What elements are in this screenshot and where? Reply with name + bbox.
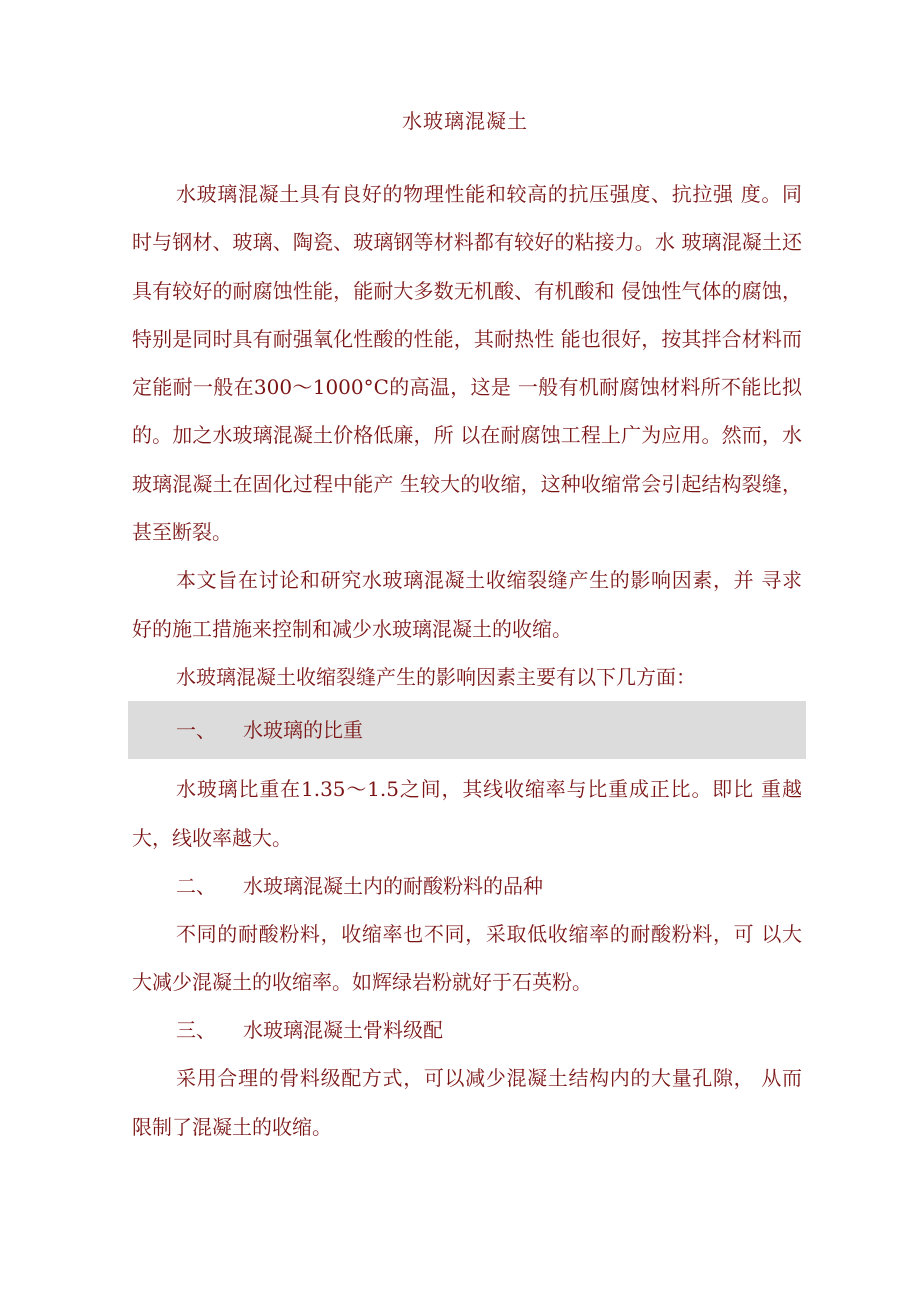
section-number: 三、 — [176, 1018, 216, 1043]
section-number: 一、 — [176, 718, 216, 743]
section-3-text: 采用合理的骨料级配方式，可以减少混凝土结构内的大量孔隙， 从而限制了混凝土的收缩。 — [132, 1066, 802, 1139]
purpose-paragraph: 本文旨在讨论和研究水玻璃混凝土收缩裂缝产生的影响因素，并 寻求好的施工措施来控制和减少水玻璃混凝土的收缩。 — [132, 568, 802, 641]
section-heading-text: 水玻璃混凝土内的耐酸粉料的品种 — [243, 873, 543, 898]
section-heading-3 — [132, 1006, 802, 1054]
section-number: 二、 — [176, 873, 216, 898]
section-heading-2 — [132, 862, 802, 910]
section-1-text: 水玻璃比重在1.35〜1.5之间，其线收缩率与比重成正比。即比 重越大，线收率越大。 — [132, 777, 802, 850]
section-heading-1 — [128, 701, 806, 759]
section-2-text: 不同的耐酸粉料，收缩率也不同，采取低收缩率的耐酸粉料，可 以大大减少混凝土的收缩率。如辉绿岩粉就好于石英粉。 — [132, 921, 802, 995]
document-title: 水玻璃混凝土 — [402, 109, 528, 133]
factors-intro-paragraph: 水玻璃混凝土收缩裂缝产生的影响因素主要有以下几方面： — [176, 664, 696, 689]
section-heading-text: 水玻璃混凝土骨料级配 — [243, 1018, 443, 1043]
document-body — [132, 170, 802, 1151]
section-heading-text: 水玻璃的比重 — [243, 718, 363, 743]
intro-paragraph: 水玻璃混凝土具有良好的物理性能和较高的抗压强度、抗拉强 度。同时与钢材、玻璃、陶瓷、玻璃钢等材料都有较好的粘接力。水 玻璃混凝土还具有较好的耐腐蚀性能，能耐大多数无机酸、有机酸和 侵蚀性气体的腐蚀，特别是同时具有耐强氧化性酸的性能，其耐热性 能也很好，按其拌合材料而定能耐一般在300〜1000°C的高温，这是 一般有机耐腐蚀材料所不能比拟的。加之水玻璃混凝土价格低廉，所 以在耐腐蚀工程上广为应用。然而，水玻璃混凝土在固化过程中能产 生较大的收缩，这种收缩常会引起结构裂缝，甚至断裂。 — [132, 182, 802, 545]
